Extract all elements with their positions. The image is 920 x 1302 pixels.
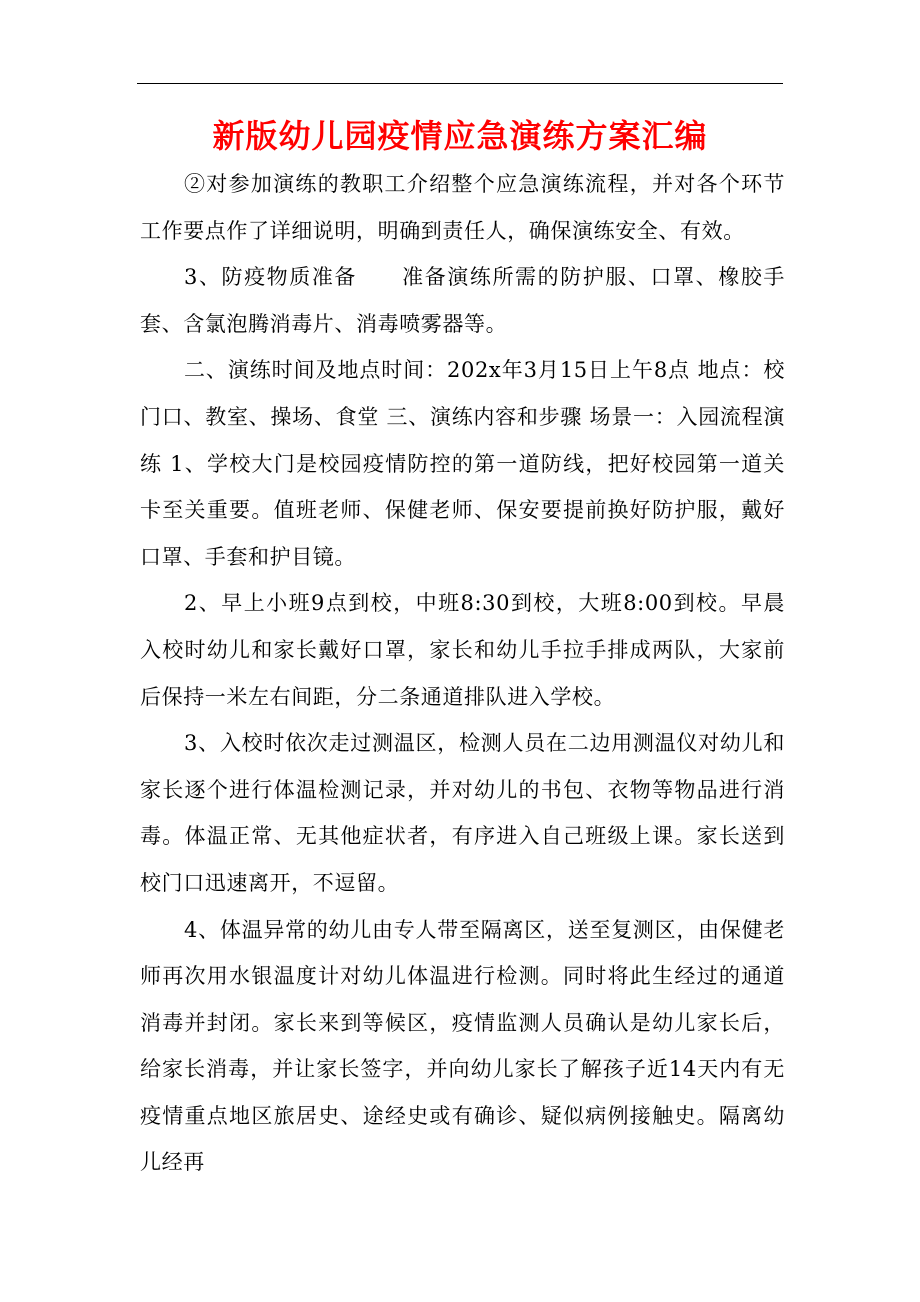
document-body [140,161,785,1186]
header-rule [137,83,783,84]
document-title: 新版幼儿园疫情应急演练方案汇编 [212,117,708,155]
paragraph-5: 3、入校时依次走过测温区，检测人员在二边用测温仪对幼儿和家长逐个进行体温检测记录，并对幼儿的书包、衣物等物品进行消毒。体温正常、无其他症状者，有序进入自己班级上课。家长送到校门口迅速离开，不逗留。 [140,731,785,895]
paragraph-4: 2、早上小班9点到校，中班8:30到校，大班8:00到校。早晨入校时幼儿和家长戴好口罩，家长和幼儿手拉手排成两队，大家前后保持一米左右间距，分二条通道排队进入学校。 [140,591,785,709]
paragraph-3: 二、演练时间及地点时间：202x年3月15日上午8点 地点：校门口、教室、操场、食堂 三、演练内容和步骤 场景一：入园流程演练 1、学校大门是校园疫情防控的第一道防线，把好校园第一道关卡至关重要。值班老师、保健老师、保安要提前换好防护服，戴好口罩、手套和护目镜。 [140,358,785,569]
paragraph-1: ②对参加演练的教职工介绍整个应急演练流程，并对各个环节工作要点作了详细说明，明确到责任人，确保演练安全、有效。 [140,172,785,243]
paragraph-2: 3、防疫物质准备 准备演练所需的防护服、口罩、橡胶手套、含氯泡腾消毒片、消毒喷雾器等。 [140,265,785,336]
paragraph-6: 4、体温异常的幼儿由专人带至隔离区，送至复测区，由保健老师再次用水银温度计对幼儿体温进行检测。同时将此生经过的通道消毒并封闭。家长来到等候区，疫情监测人员确认是幼儿家长后，给家长消毒，并让家长签字，并向幼儿家长了解孩子近14天内有无疫情重点地区旅居史、途经史或有确诊、疑似病例接触史。隔离幼儿经再 [140,917,785,1175]
